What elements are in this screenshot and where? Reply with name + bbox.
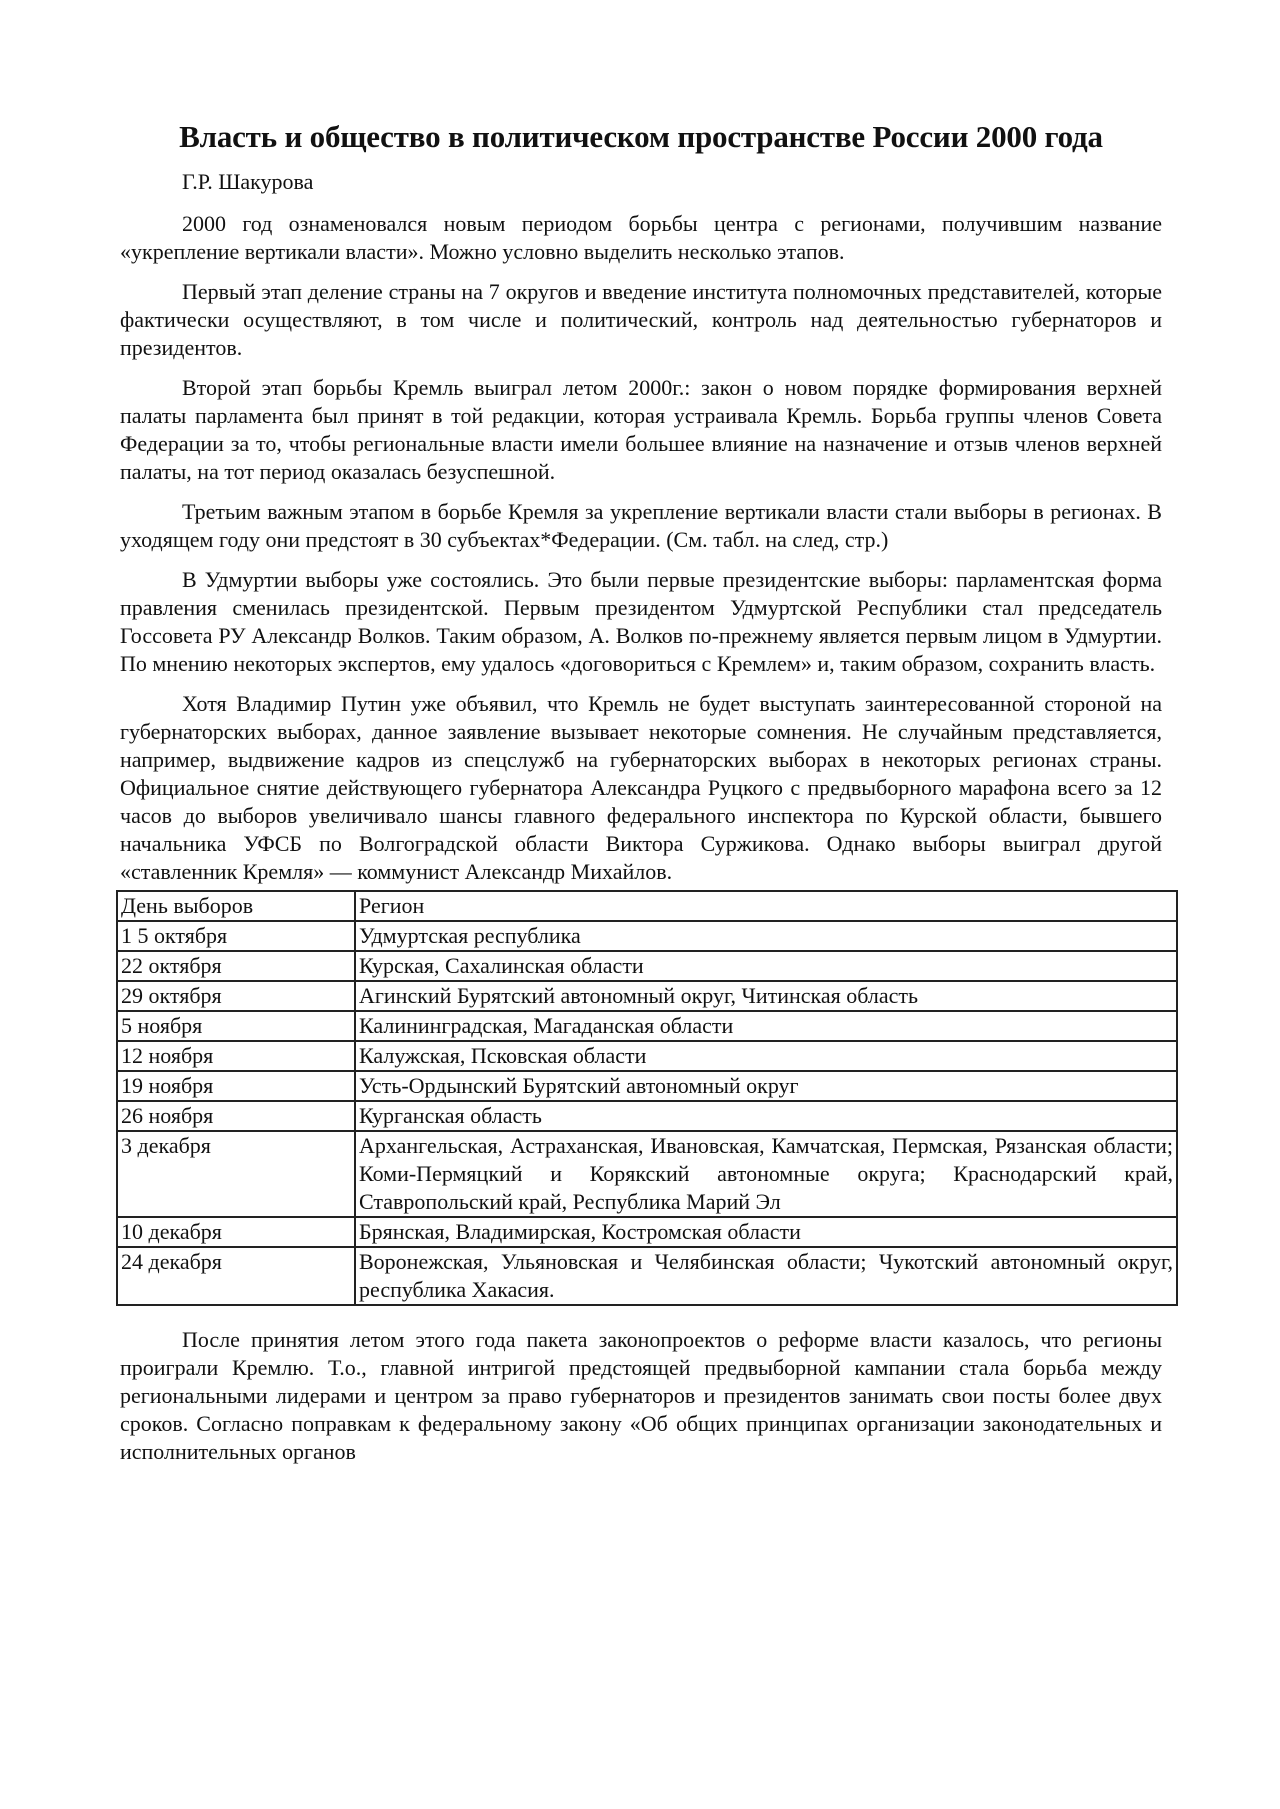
cell-region: Курганская область — [355, 1101, 1177, 1131]
paragraph-second-stage: Второй этап борьбы Кремль выиграл летом 2000г.: закон о новом порядке формирования верхней палаты парламента был принят в той редакции, которая устраивала Кремль. Борьба группы членов Совета Федерации за то, чтобы региональные власти имели большее влияние на назначение и отзыв членов верхней палаты, на тот период оказалась безуспешной. — [120, 375, 1162, 484]
cell-region: Удмуртская республика — [355, 921, 1177, 951]
table-row — [117, 921, 1177, 951]
paragraph-intro: 2000 год ознаменовался новым периодом борьбы центра с регионами, получившим название «укрепление вертикали власти». Можно условно выделить несколько этапов. — [120, 211, 1162, 264]
table-row — [117, 1041, 1177, 1071]
document-page — [120, 118, 1173, 1478]
table-header-row — [117, 891, 1177, 921]
elections-table — [116, 890, 1178, 1306]
cell-region: Усть-Ордынский Бурятский автономный округ — [355, 1071, 1177, 1101]
table-row — [117, 1217, 1177, 1247]
paragraph-udmurtia: В Удмуртии выборы уже состоялись. Это были первые президентские выборы: парламентская форма правления сменилась президентской. Первым президентом Удмуртской Республики стал председатель Госсовета РУ Александр Волков. Таким образом, А. Волков по-прежнему является первым лицом в Удмуртии. По мнению некоторых экспертов, ему удалось «договориться с Кремлем» и, таким образом, сохранить власть. — [120, 567, 1162, 676]
paragraph-third-stage: Третьим важным этапом в борьбе Кремля за укрепление вертикали власти стали выборы в регионах. В уходящем году они предстоят в 30 субъектах*Федерации. (См. табл. на след, стр.) — [120, 499, 1162, 552]
cell-date: 24 декабря — [117, 1247, 355, 1305]
cell-date: 5 ноября — [117, 1011, 355, 1041]
cell-date: 22 октября — [117, 951, 355, 981]
cell-date: 26 ноября — [117, 1101, 355, 1131]
cell-date: 19 ноября — [117, 1071, 355, 1101]
cell-date: 1 5 октября — [117, 921, 355, 951]
cell-region: Калининградская, Магаданская области — [355, 1011, 1177, 1041]
header-region: Регион — [355, 891, 1177, 921]
cell-region: Калужская, Псковская области — [355, 1041, 1177, 1071]
cell-region: Курская, Сахалинская области — [355, 951, 1177, 981]
cell-region: Агинский Бурятский автономный округ, Читинская область — [355, 981, 1177, 1011]
cell-region: Брянская, Владимирская, Костромская области — [355, 1217, 1177, 1247]
paragraph-putin: Хотя Владимир Путин уже объявил, что Кремль не будет выступать заинтересованной стороной на губернаторских выборах, данное заявление вызывает некоторые сомнения. Не случайным представляется, например, выдвижение кадров из спецслужб на губернаторских выборах в некоторых регионах страны. Официальное снятие действующего губернатора Александра Руцкого с предвыборного марафона всего за 12 часов до выборов увеличивало шансы главного федерального инспектора по Курской области, бывшего начальника УФСБ по Волгоградской области Виктора Суржикова. Однако выборы выиграл другой «ставленник Кремля» — коммунист Александр Михайлов. — [120, 691, 1162, 884]
cell-region: Воронежская, Ульяновская и Челябинская области; Чукотский автономный округ, республика Хакасия. — [355, 1247, 1177, 1305]
cell-region: Архангельская, Астраханская, Ивановская, Камчатская, Пермская, Рязанская области; Коми-Пермяцкий и Корякский автономные округа; Краснодарский край, Ставропольский край, Республика Марий Эл — [355, 1131, 1177, 1217]
table-row — [117, 951, 1177, 981]
cell-date: 12 ноября — [117, 1041, 355, 1071]
table-row — [117, 1101, 1177, 1131]
table-row — [117, 1011, 1177, 1041]
cell-date: 29 октября — [117, 981, 355, 1011]
cell-date: 10 декабря — [117, 1217, 355, 1247]
table-row — [117, 1131, 1177, 1217]
cell-date: 3 декабря — [117, 1131, 355, 1217]
table-row — [117, 1071, 1177, 1101]
author-name: Г.Р. Шакурова — [182, 169, 314, 194]
paragraph-after-table: После принятия летом этого года пакета законопроектов о реформе власти казалось, что регионы проиграли Кремлю. Т.о., главной интригой предстоящей предвыборной кампании стала борьба между региональными лидерами и центром за право губернаторов и президентов занимать свои посты более двух сроков. Согласно поправкам к федеральному закону «Об общих принципах организации законодательных и исполнительных органов — [120, 1327, 1162, 1464]
document-title: Власть и общество в политическом пространстве России 2000 года — [179, 119, 1103, 154]
header-election-day: День выборов — [117, 891, 355, 921]
table-row — [117, 981, 1177, 1011]
table-row — [117, 1247, 1177, 1305]
paragraph-first-stage: Первый этап деление страны на 7 округов и введение института полномочных представителей, которые фактически осуществляют, в том числе и политический, контроль над деятельностью губернаторов и президентов. — [120, 279, 1162, 360]
